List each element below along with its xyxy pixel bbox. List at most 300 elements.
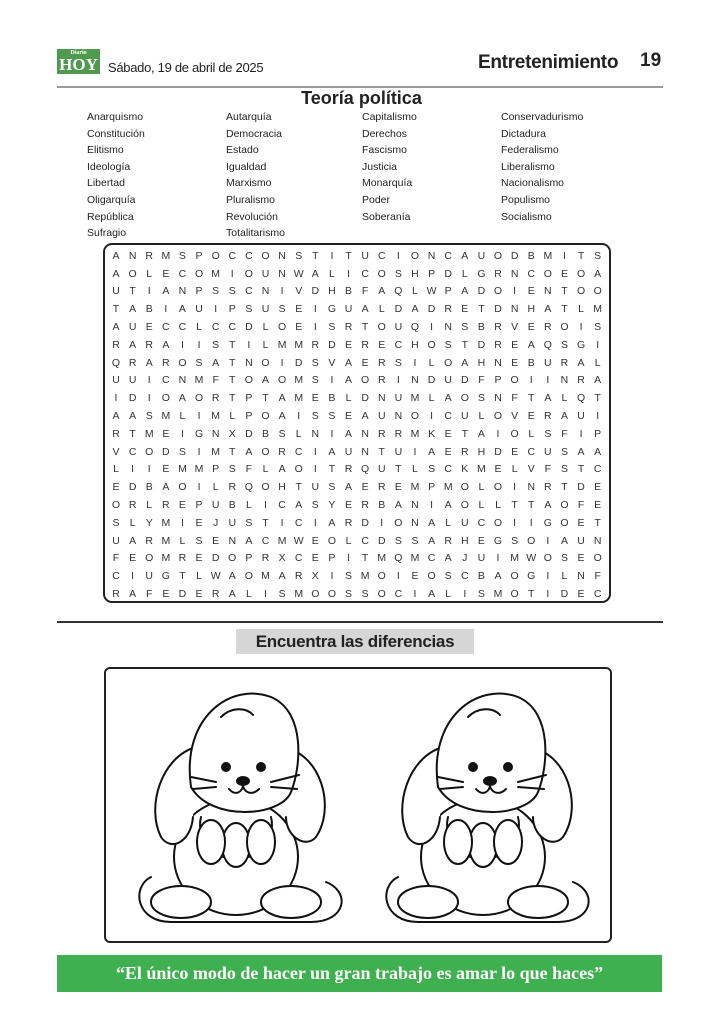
grid-letter[interactable]: I [313,516,317,529]
grid-letter[interactable]: E [162,463,170,476]
grid-letter[interactable]: Q [576,392,586,405]
grid-letter[interactable]: P [494,374,502,387]
grid-letter[interactable]: C [278,499,286,512]
grid-letter[interactable]: M [294,338,304,351]
grid-letter[interactable]: T [594,516,601,529]
grid-letter[interactable]: I [247,338,251,351]
grid-letter[interactable]: U [195,303,203,316]
grid-letter[interactable]: D [128,481,137,494]
grid-letter[interactable]: O [228,552,237,565]
grid-letter[interactable]: Y [145,516,153,529]
grid-letter[interactable]: R [162,499,170,512]
grid-letter[interactable]: T [345,249,352,262]
grid-letter[interactable]: O [543,267,552,280]
grid-letter[interactable]: A [428,516,436,529]
grid-letter[interactable]: E [145,321,153,334]
grid-letter[interactable]: A [444,499,452,512]
grid-letter[interactable]: O [327,588,336,601]
grid-letter[interactable]: C [294,552,303,565]
grid-letter[interactable]: T [461,338,468,351]
grid-letter[interactable]: M [261,570,270,583]
grid-letter[interactable]: D [377,534,386,547]
grid-letter[interactable]: N [394,410,403,423]
grid-letter[interactable]: E [162,588,170,601]
grid-letter[interactable]: A [129,338,137,351]
grid-letter[interactable]: I [380,516,384,529]
grid-letter[interactable]: R [278,445,286,458]
grid-letter[interactable]: L [179,410,186,423]
grid-letter[interactable]: A [129,410,137,423]
grid-letter[interactable]: N [411,374,419,387]
grid-letter[interactable]: Q [361,463,370,476]
grid-letter[interactable]: X [228,427,236,440]
grid-letter[interactable]: B [378,499,386,512]
grid-letter[interactable]: N [361,427,369,440]
grid-letter[interactable]: E [394,481,402,494]
grid-letter[interactable]: M [161,516,171,529]
grid-letter[interactable]: R [344,463,353,476]
grid-letter[interactable]: O [111,499,121,512]
grid-letter[interactable]: O [244,374,253,387]
grid-letter[interactable]: L [245,588,252,601]
grid-letter[interactable]: N [494,392,502,405]
grid-letter[interactable]: A [228,588,236,601]
grid-letter[interactable]: C [444,249,452,262]
grid-letter[interactable]: C [294,516,303,529]
grid-letter[interactable]: I [513,285,517,298]
grid-letter[interactable]: S [345,570,353,583]
grid-letter[interactable]: O [327,534,336,547]
grid-letter[interactable]: S [394,356,402,369]
grid-letter[interactable]: L [511,463,518,476]
grid-letter[interactable]: T [129,427,136,440]
grid-letter[interactable]: M [410,427,420,440]
grid-letter[interactable]: I [546,570,550,583]
grid-letter[interactable]: D [311,285,320,298]
grid-letter[interactable]: N [361,445,369,458]
grid-letter[interactable]: I [313,321,317,334]
grid-letter[interactable]: S [212,338,220,351]
grid-letter[interactable]: M [294,392,304,405]
grid-letter[interactable]: C [377,249,386,262]
grid-letter[interactable]: R [145,534,154,547]
grid-letter[interactable]: R [145,249,154,262]
grid-letter[interactable]: S [560,338,568,351]
grid-letter[interactable]: C [361,534,369,547]
grid-letter[interactable]: M [277,338,287,351]
grid-letter[interactable]: A [461,249,469,262]
grid-letter[interactable]: A [278,570,286,583]
grid-letter[interactable]: N [593,534,602,547]
grid-letter[interactable]: I [330,427,334,440]
grid-letter[interactable]: L [528,427,535,440]
grid-letter[interactable]: D [494,445,502,458]
grid-letter[interactable]: O [427,338,436,351]
grid-letter[interactable]: W [426,285,437,298]
grid-letter[interactable]: N [211,427,220,440]
grid-letter[interactable]: S [311,374,319,387]
grid-letter[interactable]: U [112,285,120,298]
grid-letter[interactable]: S [394,534,402,547]
grid-letter[interactable]: U [394,445,403,458]
grid-letter[interactable]: D [394,303,403,316]
grid-letter[interactable]: S [178,249,186,262]
grid-letter[interactable]: E [345,499,353,512]
grid-letter[interactable]: C [178,267,187,280]
grid-letter[interactable]: A [112,249,120,262]
grid-letter[interactable]: O [493,285,503,298]
grid-letter[interactable]: O [211,249,220,262]
grid-letter[interactable]: M [161,534,171,547]
grid-letter[interactable]: C [245,285,253,298]
grid-letter[interactable]: R [560,356,569,369]
grid-letter[interactable]: R [112,588,120,601]
grid-letter[interactable]: N [178,374,187,387]
grid-letter[interactable]: A [162,481,170,494]
grid-letter[interactable]: A [378,285,386,298]
grid-letter[interactable]: L [245,499,252,512]
grid-letter[interactable]: F [478,374,485,387]
grid-letter[interactable]: C [394,588,403,601]
grid-letter[interactable]: S [278,303,286,316]
grid-letter[interactable]: H [411,338,419,351]
grid-letter[interactable]: M [211,410,221,423]
grid-letter[interactable]: O [576,267,586,280]
grid-letter[interactable]: R [178,552,187,565]
grid-letter[interactable]: E [477,534,485,547]
grid-letter[interactable]: O [278,321,287,334]
grid-letter[interactable]: L [262,463,269,476]
grid-letter[interactable]: S [295,249,303,262]
grid-letter[interactable]: A [245,534,253,547]
grid-letter[interactable]: P [228,303,236,316]
grid-letter[interactable]: I [147,285,151,298]
grid-letter[interactable]: O [460,392,469,405]
grid-letter[interactable]: E [527,285,535,298]
grid-letter[interactable]: L [262,321,269,334]
grid-letter[interactable]: M [161,552,171,565]
grid-letter[interactable]: P [428,267,436,280]
grid-letter[interactable]: B [228,499,236,512]
grid-letter[interactable]: E [195,552,203,565]
grid-letter[interactable]: V [328,356,336,369]
grid-letter[interactable]: E [577,516,585,529]
grid-letter[interactable]: I [147,392,151,405]
grid-letter[interactable]: C [527,445,536,458]
grid-letter[interactable]: I [529,374,533,387]
grid-letter[interactable]: N [544,285,552,298]
grid-letter[interactable]: T [511,499,518,512]
grid-letter[interactable]: A [461,356,469,369]
grid-letter[interactable]: M [294,588,304,601]
grid-letter[interactable]: I [413,588,417,601]
grid-letter[interactable]: T [112,303,120,316]
grid-letter[interactable]: S [328,481,336,494]
grid-letter[interactable]: N [278,267,286,280]
grid-letter[interactable]: B [328,392,336,405]
grid-letter[interactable]: U [477,552,486,565]
grid-letter[interactable]: A [577,445,585,458]
grid-letter[interactable]: P [195,249,203,262]
grid-letter[interactable]: B [145,303,153,316]
grid-letter[interactable]: O [493,516,503,529]
grid-letter[interactable]: O [593,285,602,298]
grid-letter[interactable]: D [427,303,436,316]
grid-letter[interactable]: A [212,356,220,369]
grid-letter[interactable]: E [195,588,203,601]
grid-letter[interactable]: V [511,321,519,334]
grid-letter[interactable]: N [178,285,187,298]
grid-letter[interactable]: D [560,588,569,601]
grid-letter[interactable]: C [444,463,452,476]
grid-letter[interactable]: O [377,321,386,334]
grid-letter[interactable]: R [211,392,220,405]
grid-letter[interactable]: D [245,427,253,440]
grid-letter[interactable]: T [395,463,402,476]
grid-letter[interactable]: C [427,552,436,565]
grid-letter[interactable]: A [295,499,303,512]
grid-letter[interactable]: A [162,285,170,298]
grid-letter[interactable]: O [510,427,519,440]
grid-letter[interactable]: O [377,267,386,280]
grid-letter[interactable]: L [561,392,568,405]
grid-letter[interactable]: C [128,445,137,458]
grid-letter[interactable]: P [245,552,253,565]
grid-letter[interactable]: N [261,285,270,298]
grid-letter[interactable]: F [561,427,568,440]
grid-letter[interactable]: M [294,374,304,387]
grid-letter[interactable]: L [428,356,435,369]
grid-letter[interactable]: R [361,499,369,512]
grid-letter[interactable]: D [211,552,220,565]
grid-letter[interactable]: I [313,303,317,316]
grid-letter[interactable]: N [377,392,386,405]
grid-letter[interactable]: U [577,534,585,547]
grid-letter[interactable]: P [428,481,436,494]
grid-letter[interactable]: S [311,499,319,512]
grid-letter[interactable]: G [327,303,336,316]
grid-letter[interactable]: I [180,427,184,440]
grid-letter[interactable]: D [477,285,486,298]
grid-letter[interactable]: O [161,392,170,405]
grid-letter[interactable]: A [560,410,568,423]
grid-letter[interactable]: J [462,552,468,565]
grid-letter[interactable]: M [377,552,387,565]
grid-letter[interactable]: H [527,303,536,316]
grid-letter[interactable]: I [413,445,417,458]
grid-letter[interactable]: O [311,588,320,601]
grid-letter[interactable]: T [528,392,535,405]
grid-letter[interactable]: R [228,481,237,494]
grid-letter[interactable]: C [112,570,120,583]
grid-letter[interactable]: P [328,552,336,565]
grid-letter[interactable]: A [129,588,137,601]
grid-letter[interactable]: M [543,249,553,262]
grid-letter[interactable]: W [293,534,304,547]
grid-letter[interactable]: S [511,534,519,547]
grid-letter[interactable]: U [544,356,552,369]
grid-letter[interactable]: U [377,410,386,423]
grid-letter[interactable]: M [410,392,420,405]
grid-letter[interactable]: A [361,410,369,423]
grid-letter[interactable]: R [394,427,403,440]
grid-letter[interactable]: U [477,249,486,262]
grid-letter[interactable]: S [428,463,436,476]
grid-letter[interactable]: N [311,427,320,440]
grid-letter[interactable]: E [112,481,120,494]
grid-letter[interactable]: O [510,588,519,601]
grid-letter[interactable]: F [146,588,153,601]
grid-letter[interactable]: H [477,445,486,458]
grid-letter[interactable]: A [228,570,236,583]
grid-letter[interactable]: U [444,374,452,387]
grid-letter[interactable]: I [562,249,566,262]
grid-letter[interactable]: S [461,321,469,334]
grid-letter[interactable]: L [478,499,485,512]
grid-letter[interactable]: K [461,463,469,476]
grid-letter[interactable]: I [197,410,201,423]
grid-letter[interactable]: T [577,463,585,476]
grid-letter[interactable]: E [195,516,203,529]
grid-letter[interactable]: N [527,481,536,494]
grid-letter[interactable]: E [162,427,170,440]
grid-letter[interactable]: I [330,374,334,387]
grid-letter[interactable]: A [428,588,436,601]
grid-letter[interactable]: I [347,267,350,280]
grid-letter[interactable]: O [244,267,253,280]
grid-letter[interactable]: N [577,570,585,583]
grid-letter[interactable]: L [345,392,352,405]
grid-letter[interactable]: L [478,410,485,423]
grid-letter[interactable]: H [328,285,336,298]
grid-letter[interactable]: L [295,427,302,440]
grid-letter[interactable]: V [527,463,535,476]
grid-letter[interactable]: M [211,445,221,458]
grid-letter[interactable]: R [344,516,353,529]
grid-letter[interactable]: O [394,516,403,529]
grid-letter[interactable]: I [280,285,284,298]
grid-letter[interactable]: D [294,356,303,369]
grid-letter[interactable]: O [377,570,386,583]
grid-letter[interactable]: R [162,356,170,369]
grid-letter[interactable]: S [112,516,120,529]
grid-letter[interactable]: R [461,445,469,458]
grid-letter[interactable]: S [328,321,336,334]
grid-letter[interactable]: E [511,338,519,351]
grid-letter[interactable]: I [413,356,417,369]
grid-letter[interactable]: I [330,249,334,262]
grid-letter[interactable]: S [411,534,419,547]
grid-letter[interactable]: R [494,267,502,280]
grid-letter[interactable]: E [311,552,319,565]
grid-letter[interactable]: E [511,356,519,369]
grid-letter[interactable]: N [245,356,253,369]
grid-letter[interactable]: E [511,445,519,458]
grid-letter[interactable]: Y [328,499,336,512]
grid-letter[interactable]: L [196,570,202,583]
grid-letter[interactable]: O [560,499,569,512]
grid-letter[interactable]: S [394,267,402,280]
grid-letter[interactable]: O [560,321,569,334]
grid-letter[interactable]: L [129,516,136,529]
grid-letter[interactable]: A [261,374,269,387]
grid-letter[interactable]: H [278,481,286,494]
grid-letter[interactable]: M [194,463,204,476]
grid-letter[interactable]: I [430,410,434,423]
grid-letter[interactable]: I [147,463,151,476]
grid-letter[interactable]: S [228,285,236,298]
grid-letter[interactable]: R [211,588,220,601]
grid-letter[interactable]: A [328,516,336,529]
grid-letter[interactable]: T [229,374,236,387]
grid-letter[interactable]: E [560,267,568,280]
grid-letter[interactable]: I [347,552,350,565]
grid-letter[interactable]: O [410,410,420,423]
grid-letter[interactable]: E [594,481,602,494]
grid-letter[interactable]: M [194,374,204,387]
grid-letter[interactable]: A [178,392,186,405]
grid-letter[interactable]: I [131,463,135,476]
grid-letter[interactable]: I [197,481,201,494]
grid-letter[interactable]: C [593,588,602,601]
grid-letter[interactable]: M [144,427,154,440]
grid-letter[interactable]: T [312,249,319,262]
grid-letter[interactable]: L [412,463,418,476]
grid-letter[interactable]: T [262,516,269,529]
grid-letter[interactable]: E [162,267,170,280]
grid-letter[interactable]: I [513,516,517,529]
grid-letter[interactable]: R [128,356,137,369]
grid-letter[interactable]: O [178,356,187,369]
grid-letter[interactable]: C [527,267,536,280]
grid-letter[interactable]: R [344,321,353,334]
grid-letter[interactable]: N [427,249,436,262]
grid-letter[interactable]: B [145,481,153,494]
grid-letter[interactable]: S [212,285,220,298]
grid-letter[interactable]: S [594,321,602,334]
grid-letter[interactable]: T [295,481,302,494]
grid-letter[interactable]: U [544,445,552,458]
grid-letter[interactable]: L [329,267,335,280]
grid-letter[interactable]: C [178,321,187,334]
grid-letter[interactable]: M [161,249,171,262]
grid-letter[interactable]: A [411,303,419,316]
grid-letter[interactable]: D [328,338,336,351]
grid-letter[interactable]: S [361,588,369,601]
grid-letter[interactable]: E [594,499,602,512]
grid-letter[interactable]: I [596,410,600,423]
grid-letter[interactable]: U [112,374,120,387]
grid-letter[interactable]: S [195,534,203,547]
grid-letter[interactable]: U [344,303,353,316]
grid-letter[interactable]: G [161,570,170,583]
grid-letter[interactable]: I [114,392,118,405]
grid-letter[interactable]: N [494,356,502,369]
grid-letter[interactable]: Q [394,552,403,565]
grid-letter[interactable]: U [461,410,469,423]
grid-letter[interactable]: M [161,410,171,423]
grid-letter[interactable]: R [112,338,120,351]
grid-letter[interactable]: E [444,427,452,440]
grid-letter[interactable]: O [493,410,503,423]
grid-letter[interactable]: A [145,356,153,369]
grid-letter[interactable]: D [577,481,585,494]
grid-letter[interactable]: O [576,285,586,298]
grid-letter[interactable]: O [194,267,204,280]
grid-letter[interactable]: E [461,303,469,316]
grid-letter[interactable]: E [129,552,137,565]
grid-letter[interactable]: L [428,392,435,405]
